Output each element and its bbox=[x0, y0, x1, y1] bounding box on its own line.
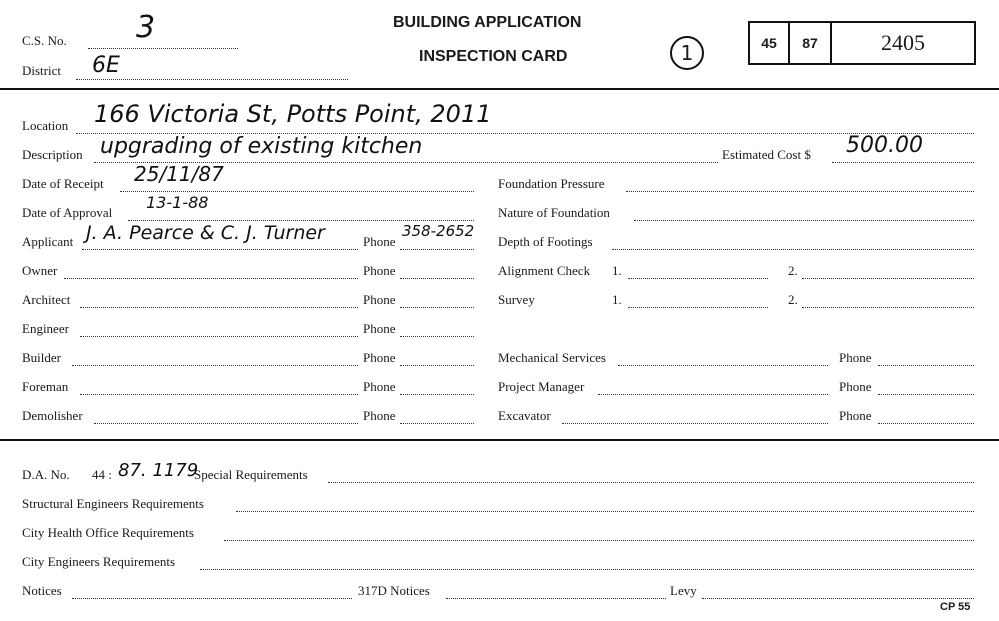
city-health-label: City Health Office Requirements bbox=[22, 525, 194, 540]
survey-label: Survey bbox=[498, 292, 535, 307]
survey-n1: 1. bbox=[612, 292, 622, 307]
applicant-phone-value: 358-2652 bbox=[402, 222, 475, 240]
reference-number-box bbox=[748, 21, 976, 65]
city-engineers-label: City Engineers Requirements bbox=[22, 554, 176, 569]
mechanical-services-phone-label: Phone bbox=[839, 350, 872, 365]
structural-engineers-label: Structural Engineers Requirements bbox=[22, 496, 204, 511]
location-value: 166 Victoria St, Potts Point, 2011 bbox=[94, 100, 492, 128]
ref-cell-1: 45 bbox=[761, 35, 777, 51]
district-value: 6E bbox=[92, 53, 120, 78]
middle-rule bbox=[0, 439, 999, 441]
excavator-label: Excavator bbox=[498, 408, 551, 423]
architect-phone-label: Phone bbox=[363, 292, 396, 307]
foreman-label: Foreman bbox=[22, 379, 69, 394]
applicant-phone-label: Phone bbox=[363, 234, 396, 249]
demolisher-phone-label: Phone bbox=[363, 408, 396, 423]
architect-label: Architect bbox=[22, 292, 71, 307]
engineer-label: Engineer bbox=[22, 321, 69, 336]
builder-label: Builder bbox=[22, 350, 61, 365]
project-manager-phone-label: Phone bbox=[839, 379, 872, 394]
estimated-cost-label: Estimated Cost $ bbox=[722, 147, 811, 162]
depth-of-footings-label: Depth of Footings bbox=[498, 234, 593, 249]
project-manager-label: Project Manager bbox=[498, 379, 585, 394]
form-title-line1: BUILDING APPLICATION bbox=[393, 14, 582, 31]
notices-label: Notices bbox=[22, 583, 62, 598]
alignment-check-n2: 2. bbox=[788, 263, 798, 278]
form-title-line2: INSPECTION CARD bbox=[419, 48, 568, 65]
form-code: CP 55 bbox=[940, 601, 971, 613]
levy-label: Levy bbox=[670, 583, 697, 598]
special-requirements-label: Special Requirements bbox=[194, 467, 308, 482]
owner-label: Owner bbox=[22, 263, 58, 278]
da-no-value: 87. 1179 bbox=[118, 460, 199, 481]
da-no-label: D.A. No. bbox=[22, 467, 70, 482]
alignment-check-n1: 1. bbox=[612, 263, 622, 278]
ref-cell-3: 2405 bbox=[881, 30, 925, 55]
district-label: District bbox=[22, 63, 61, 78]
foreman-phone-label: Phone bbox=[363, 379, 396, 394]
circled-number: 1 bbox=[670, 36, 704, 70]
description-label: Description bbox=[22, 147, 83, 162]
estimated-cost-value: 500.00 bbox=[846, 133, 923, 158]
applicant-label: Applicant bbox=[22, 234, 74, 249]
card-no-label: C.S. No. bbox=[22, 33, 67, 48]
card-no-value: 3 bbox=[136, 10, 156, 45]
mechanical-services-label: Mechanical Services bbox=[498, 350, 606, 365]
engineer-phone-label: Phone bbox=[363, 321, 396, 336]
description-value: upgrading of existing kitchen bbox=[100, 134, 423, 159]
demolisher-label: Demolisher bbox=[22, 408, 83, 423]
applicant-value: J. A. Pearce & C. J. Turner bbox=[86, 222, 325, 244]
ref-cell-2: 87 bbox=[802, 35, 818, 51]
builder-phone-label: Phone bbox=[363, 350, 396, 365]
date-of-approval-label: Date of Approval bbox=[22, 205, 113, 220]
foundation-pressure-label: Foundation Pressure bbox=[498, 176, 605, 191]
owner-phone-label: Phone bbox=[363, 263, 396, 278]
date-of-receipt-value: 25/11/87 bbox=[134, 162, 224, 186]
da-no-prefix: 44 : bbox=[92, 467, 112, 482]
date-of-receipt-label: Date of Receipt bbox=[22, 176, 104, 191]
date-of-approval-value: 13-1-88 bbox=[146, 193, 209, 212]
alignment-check-label: Alignment Check bbox=[498, 263, 591, 278]
top-rule bbox=[0, 88, 999, 90]
nature-of-foundation-label: Nature of Foundation bbox=[498, 205, 610, 220]
survey-n2: 2. bbox=[788, 292, 798, 307]
notices-317d-label: 317D Notices bbox=[358, 583, 430, 598]
location-label: Location bbox=[22, 118, 69, 133]
excavator-phone-label: Phone bbox=[839, 408, 872, 423]
